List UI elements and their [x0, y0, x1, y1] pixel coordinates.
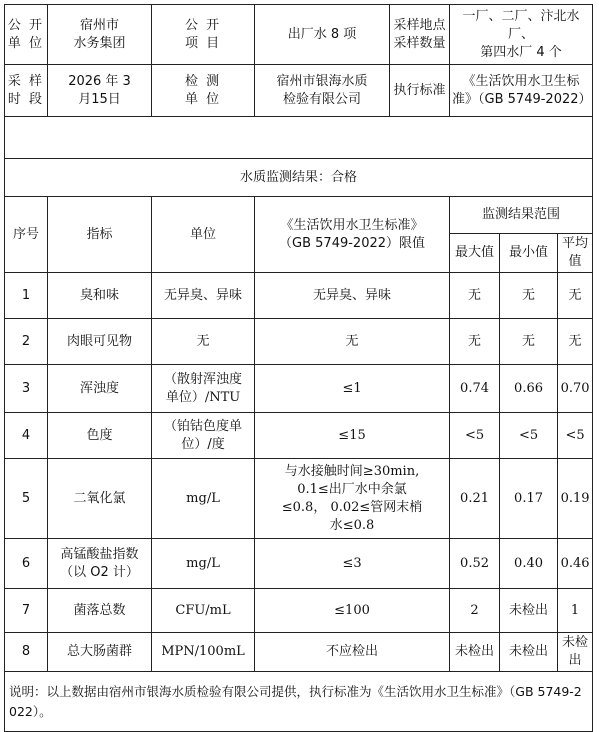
unit-value: MPN/100mL	[152, 633, 255, 672]
sampling-value: 一厂、二厂、汴北水厂、 第四水厂 4 个	[450, 5, 593, 65]
max-value: 无	[450, 319, 500, 365]
limit-value: 无	[255, 319, 450, 365]
row-number: 1	[5, 273, 48, 319]
header-row-1	[5, 5, 593, 65]
table-row	[5, 319, 593, 365]
table-row	[5, 539, 593, 589]
min-value: 0.17	[500, 459, 558, 539]
indicator-name: 菌落总数	[48, 589, 152, 633]
unit-value: 无异臭、异味	[152, 273, 255, 319]
limit-value: 无异臭、异味	[255, 273, 450, 319]
max-value: 0.21	[450, 459, 500, 539]
col-no: 序号	[5, 197, 48, 273]
avg-value: 1	[558, 589, 593, 633]
col-unit: 单位	[152, 197, 255, 273]
table-row	[5, 459, 593, 539]
min-value: 0.40	[500, 539, 558, 589]
unit-value: （铂钴色度单 位）/度	[152, 413, 255, 459]
indicator-name: 肉眼可见物	[48, 319, 152, 365]
max-value: <5	[450, 413, 500, 459]
indicator-name: 浑浊度	[48, 365, 152, 413]
unit-value: mg/L	[152, 459, 255, 539]
avg-value: 0.70	[558, 365, 593, 413]
unit-value: CFU/mL	[152, 589, 255, 633]
sampling-label: 采样地点 采样数量	[390, 5, 450, 65]
water-quality-report	[4, 4, 592, 732]
report-table	[4, 4, 593, 732]
row-number: 7	[5, 589, 48, 633]
standard-label: 执行标准	[390, 65, 450, 117]
col-limit: 《生活饮用水卫生标准》 （GB 5749-2022）限值	[255, 197, 450, 273]
sampling-period-value: 2026 年 3 月15日	[48, 65, 152, 117]
col-indicator: 指标	[48, 197, 152, 273]
limit-value: 与水接触时间≥30min, 0.1≤出厂水中余氯 ≤0.8， 0.02≤管网末梢 水≤0.8	[255, 459, 450, 539]
limit-value: ≤1	[255, 365, 450, 413]
sampling-period-label: 采 样 时 段	[5, 65, 48, 117]
avg-value: 未检出	[558, 633, 593, 672]
indicator-name: 色度	[48, 413, 152, 459]
avg-value: <5	[558, 413, 593, 459]
min-value: 0.66	[500, 365, 558, 413]
note-text: 说明：以上数据由宿州市银海水质检验有限公司提供，执行标准为《生活饮用水卫生标准》（GB 5749-2022）。	[5, 672, 593, 732]
row-number: 8	[5, 633, 48, 672]
table-row	[5, 365, 593, 413]
limit-value: ≤3	[255, 539, 450, 589]
max-value: 0.52	[450, 539, 500, 589]
note-row	[5, 672, 593, 732]
max-value: 未检出	[450, 633, 500, 672]
min-value: 无	[500, 319, 558, 365]
publish-unit-label: 公 开 单 位	[5, 5, 48, 65]
col-min: 最小值	[500, 234, 558, 273]
row-number: 6	[5, 539, 48, 589]
avg-value: 0.46	[558, 539, 593, 589]
row-number: 4	[5, 413, 48, 459]
summary-row	[5, 159, 593, 197]
min-value: <5	[500, 413, 558, 459]
min-value: 未检出	[500, 589, 558, 633]
publish-item-label: 公 开 项 目	[152, 5, 255, 65]
test-unit-label: 检 测 单 位	[152, 65, 255, 117]
unit-value: mg/L	[152, 539, 255, 589]
unit-value: （散射浑浊度 单位）/NTU	[152, 365, 255, 413]
avg-value: 0.19	[558, 459, 593, 539]
max-value: 2	[450, 589, 500, 633]
limit-value: ≤100	[255, 589, 450, 633]
row-number: 5	[5, 459, 48, 539]
unit-value: 无	[152, 319, 255, 365]
table-row	[5, 413, 593, 459]
row-number: 2	[5, 319, 48, 365]
publish-item-value: 出厂水 8 项	[255, 5, 390, 65]
table-row	[5, 273, 593, 319]
indicator-name: 总大肠菌群	[48, 633, 152, 672]
publish-unit-value: 宿州市 水务集团	[48, 5, 152, 65]
standard-value: 《生活饮用水卫生标 准》（GB 5749-2022）	[450, 65, 593, 117]
avg-value: 无	[558, 319, 593, 365]
max-value: 无	[450, 273, 500, 319]
limit-value: ≤15	[255, 413, 450, 459]
column-header-row-1	[5, 197, 593, 234]
col-max: 最大值	[450, 234, 500, 273]
indicator-name: 臭和味	[48, 273, 152, 319]
indicator-name: 高锰酸盐指数 （以 O2 计）	[48, 539, 152, 589]
row-number: 3	[5, 365, 48, 413]
header-row-2	[5, 65, 593, 117]
blank-row	[5, 117, 593, 159]
indicator-name: 二氧化氯	[48, 459, 152, 539]
col-range: 监测结果范围	[450, 197, 593, 234]
avg-value: 无	[558, 273, 593, 319]
limit-value: 不应检出	[255, 633, 450, 672]
result-summary: 水质监测结果：合格	[5, 159, 593, 197]
min-value: 无	[500, 273, 558, 319]
max-value: 0.74	[450, 365, 500, 413]
blank-cell	[5, 117, 593, 159]
table-row	[5, 633, 593, 672]
min-value: 未检出	[500, 633, 558, 672]
test-unit-value: 宿州市银海水质 检验有限公司	[255, 65, 390, 117]
table-row	[5, 589, 593, 633]
col-avg: 平均值	[558, 234, 593, 273]
